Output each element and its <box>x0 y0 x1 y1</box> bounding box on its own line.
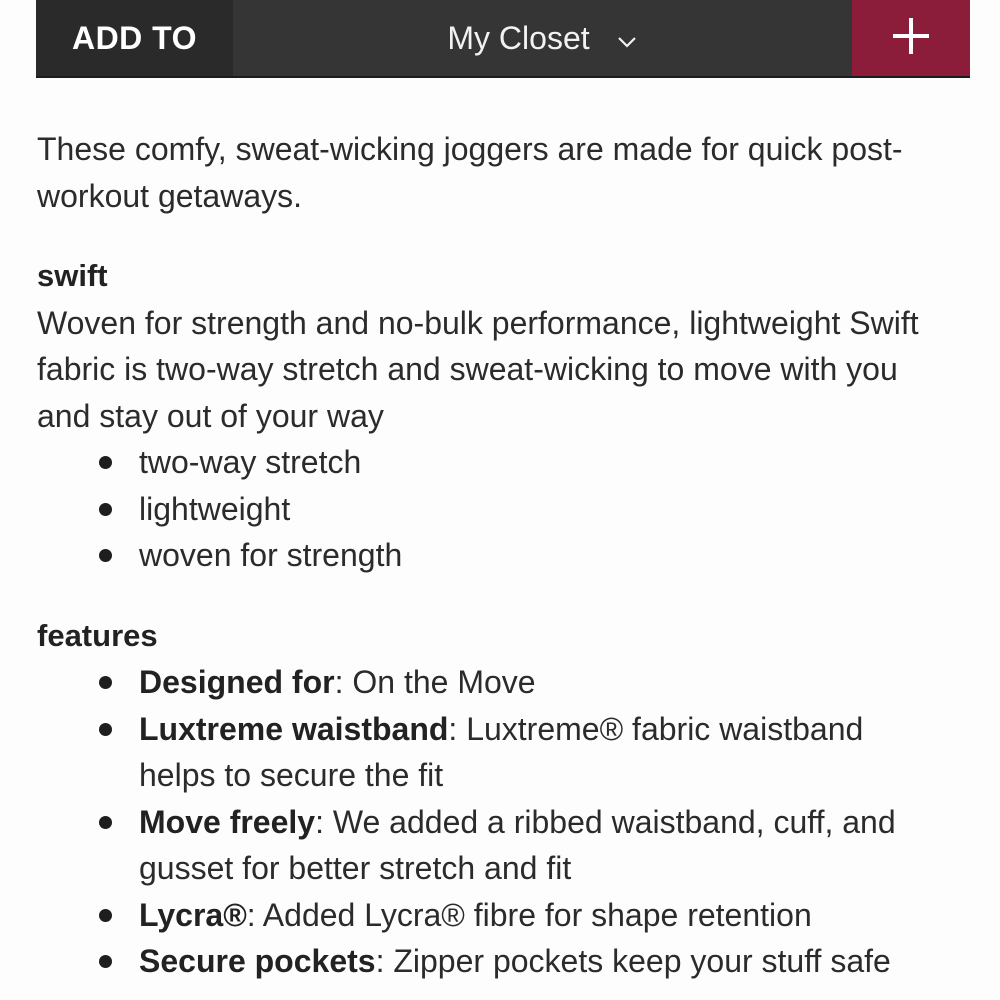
feature-text: : Zipper pockets keep your stuff safe <box>375 943 891 979</box>
feature-title: Designed for <box>139 664 335 700</box>
swift-heading: swift <box>37 258 108 293</box>
list-item <box>139 706 947 799</box>
list-item: two-way stretch <box>139 439 947 486</box>
list-item <box>139 938 947 985</box>
feature-text: : We added a ribbed waistband, cuff, and gusset for better stretch and fit <box>139 803 896 886</box>
feature-title: Move freely <box>139 803 316 840</box>
list-item <box>139 892 947 939</box>
add-to-label: ADD TO <box>36 0 233 76</box>
closet-select-dropdown[interactable] <box>233 0 852 76</box>
feature-text: : On the Move <box>334 664 536 700</box>
list-item <box>139 659 947 706</box>
chevron-down-icon <box>616 24 638 46</box>
add-to-closet-button[interactable] <box>852 0 970 76</box>
swift-bullet-list <box>37 439 947 579</box>
feature-title: Lycra® <box>139 896 247 933</box>
swift-body: Woven for strength and no-bulk performance, lightweight Swift fabric is two-way stretch and sweat-wicking to move with you and stay out of your way <box>37 304 919 434</box>
feature-text: : Luxtreme® fabric waistband helps to secure the fit <box>139 710 864 793</box>
plus-icon <box>891 16 931 61</box>
feature-text: : Added Lycra® fibre for shape retention <box>246 896 812 933</box>
feature-title: Secure pockets <box>139 943 376 979</box>
intro-text: These comfy, sweat-wicking joggers are made for quick post-workout getaways. <box>37 131 903 214</box>
list-item <box>139 799 947 892</box>
closet-select-value: My Closet <box>447 19 590 56</box>
feature-title: Luxtreme waistband <box>139 710 449 747</box>
product-description <box>37 126 947 985</box>
list-item: woven for strength <box>139 532 947 579</box>
add-to-bar <box>36 0 970 78</box>
features-heading: features <box>37 617 158 653</box>
features-list <box>37 659 947 985</box>
list-item: lightweight <box>139 486 947 533</box>
